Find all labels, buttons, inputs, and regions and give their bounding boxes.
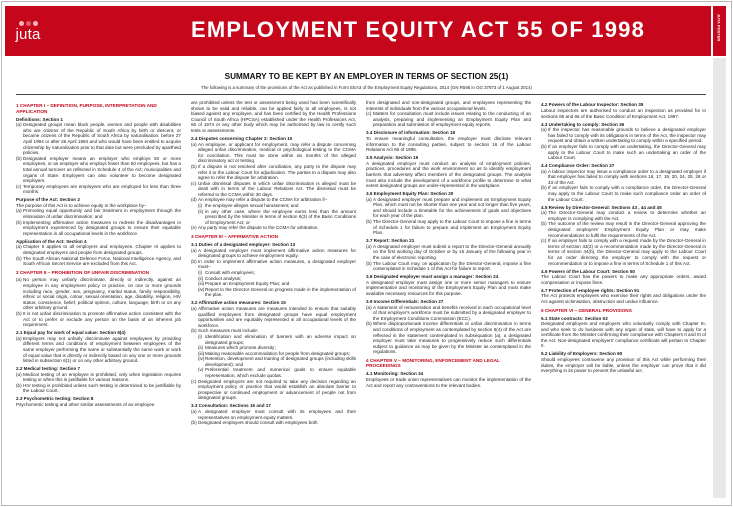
list-item	[16, 244, 181, 255]
item-text: Where disproportionate income differentials or unfair discrimination in terms and conditions of employment as contemplated by section 6(4) of the Act are reflected in the statement contemplated in subsequation (a), a designated employer must take measures to progressively reduce such differentials subject to guidance as may be given by the Minister as contemplated in the regulations.	[373, 321, 531, 355]
column-4	[541, 100, 706, 500]
list-item	[16, 336, 181, 364]
item-text: Report to the Director-General on progress made in the implementation of the plan.	[205, 286, 356, 298]
item-marker: (c)	[541, 238, 547, 244]
paragraph: Psychometric testing and other similar assessments of an employee	[16, 402, 155, 408]
item-marker: (b)	[191, 328, 197, 334]
chapter-heading: 2 CHAPTER II – PROHIBITION OF UNFAIR DISCRIMINATION	[16, 269, 149, 275]
item-marker: (c)	[366, 111, 372, 117]
item-text: Matters for consultation must include issues relating to the conducting of an analysis, preparing and implementing an Employment Equity Plan and preparation and submission of employment equity reports.	[373, 111, 531, 128]
section-heading: 2.3 Psychometric testing: Section 8	[16, 396, 94, 402]
item-text: If an employer fails to comply with an undertaking, the Director-General may apply to the Labour Court to make such an undertaking an order of the Labour Court.	[548, 143, 706, 161]
section-heading: 4.4 Compliance Order: Section 37	[541, 163, 615, 169]
item-marker: (iii)	[198, 350, 205, 356]
section-heading: 5.2 Liability of Employers: Section 60	[541, 351, 623, 357]
item-marker: (v)	[198, 367, 204, 373]
item-text: Designated groups mean black people, women and people with disabilities who are citizens of the Republic of South Africa by birth or descent, or became citizens of the Republic of South Africa by naturalisation: before 27 April 1994 or after 26 April 1994 and who would have been entitled to acquire citizenship by naturalization prior to that date but were precluded by apartheid policies.	[23, 122, 181, 156]
item-text: If an employer fails to comply with a compliance order, the Director-General may apply to the Labour Court to make such compliance order an order of the Labour Court.	[548, 185, 706, 202]
item-text: An employee may refer a dispute to the CCMA for arbitration if–	[198, 197, 328, 203]
item-text: Any party may refer the dispute to the CCMA for arbitration.	[198, 225, 319, 231]
item-text: Implementing affirmative action measures to redress the disadvantages in employment experienced by designated groups to ensure their equitable representation in all occupational levels in the workforce.	[23, 219, 181, 236]
item-text: The outcome of the review may result in the Director-General approving the designated employers' Employment Equity Plan or may make recommendations to fulfil the requirements of the Act.	[548, 221, 706, 238]
item-marker: (b)	[16, 155, 22, 161]
item-marker: (b)	[16, 382, 22, 388]
item-marker: (a)	[366, 196, 372, 202]
item-text: A designated employer must consult with its employees and their representatives on employment equity matters.	[198, 409, 356, 420]
side-tab	[713, 6, 726, 56]
item-marker: (c)	[16, 183, 22, 189]
item-marker: (b)	[366, 219, 372, 225]
item-text: If an employer fails to comply with a request made by the Director-General in terms of section 43(2) or a recommendation made by the Director-General in terms of section 44(b), the Director-General may apply to the Labour Court for an order directing the employer to comply with the request or recommendation or to impose a fine in terms of Schedule 1 of this Act.	[548, 238, 706, 266]
side-grey-bar	[713, 58, 726, 498]
item-text: It is not unfair discrimination to promote affirmative action consistent with the Act or to prefer or exclude any person on the basis of an inherent job requirement.	[23, 310, 181, 328]
item-text: Measures which promote diversity;	[205, 345, 276, 351]
item-text: Designated employer means an employer who employs 50 or more employees, or an employer who employs fewer than 50 employees, but has a total annual turnover as reflected in Schedule 4 of the Act; municipalities and organs of State. Employers can also volunteer to become designated employers.	[23, 155, 181, 184]
paragraph: from designated and non-designated groups, and employees representing the interests of individuals from the various occupational levels.	[366, 100, 531, 111]
list-item	[191, 225, 356, 231]
list-item	[366, 111, 531, 128]
sub-list-item	[198, 334, 356, 345]
item-marker: (ii)	[198, 208, 204, 214]
item-marker: (ii)	[198, 275, 204, 281]
item-text: If a dispute is not resolved after conciliation, any party to the dispute may refer it to the Labour Court for adjudication. The parties to a dispute may also agree to refer the dispute for arbitration.	[198, 163, 356, 181]
item-text: A designated employer must prepare and implement an Employment Equity Plan, which must not be shorter than one year and not longer than five years, and should include a timetable for the achievement of goals and objectives for each year of the plan.	[373, 196, 531, 219]
section-heading: 4.1 Monitoring: Section 34	[366, 371, 424, 377]
side-tab-label: JUTA POSTER	[716, 13, 722, 42]
section-heading: 4.5 Review by Director-General: Sections 43 , 44 and 45	[541, 204, 662, 210]
list-item	[191, 306, 356, 328]
page-subtitle: SUMMARY TO BE KEPT BY AN EMPLOYER IN TERMS OF SECTION 25(1)	[224, 72, 509, 81]
item-text: Such measures must include:	[198, 328, 259, 334]
item-text: A designated employer must submit a report to the Director-General annually on the first working day of October or by 15 January of the following year in the case of electronic reporting.	[373, 243, 531, 260]
list-item	[366, 197, 531, 219]
item-marker: (a)	[191, 247, 197, 253]
paragraph: Should employees contravene any provision of this Act while performing their duties, the employer will be liable, unless the employer can prove that it did everything in its power to prevent the unlawful act.	[541, 357, 706, 374]
section-heading: Definitions: Section 1	[16, 116, 63, 122]
column-3	[366, 100, 531, 500]
item-marker: (a)	[191, 409, 197, 415]
section-heading: 3.2 Affirmative action measures: Section 15	[191, 300, 286, 306]
list-item	[541, 210, 706, 221]
list-item	[191, 181, 356, 198]
item-marker: (a)	[16, 208, 22, 214]
list-item	[16, 184, 181, 195]
section-heading: 3.5 Analysis: Section 19	[366, 155, 419, 161]
item-marker: (a)	[191, 141, 197, 147]
item-text: Making reasonable accommodation for people from designated groups;	[205, 350, 351, 356]
item-text: No person may unfairly discriminate, directly or indirectly, against an employee in any employment policy or practice, on one or more grounds including race, gender, sex, pregnancy, marital status, family responsibility, ethnic or social origin, colour, sexual orientation, age, disability, religion, HIV status, conscience, belief, political opinion, culture, language, birth or on any other arbitrary ground.	[23, 277, 181, 311]
sub-list-item	[198, 367, 356, 378]
list-item	[16, 220, 181, 237]
item-text: Temporary employees are employees who are employed for less than three months.	[23, 183, 181, 195]
item-text: A designated employer must implement affirmative action measures for designated groups to achieve employment equity.	[198, 247, 356, 259]
item-marker: (i)	[198, 203, 203, 209]
section-heading: 5.1 State contracts: Section 53	[541, 315, 608, 321]
item-marker: (a)	[366, 304, 372, 310]
content-columns	[16, 100, 706, 500]
paragraph: The Act protects employees who exercise their rights and obligations under the Act against victimisation, obstruction and undue influence.	[541, 293, 706, 304]
list-item	[541, 127, 706, 144]
item-marker: (iv)	[198, 286, 205, 292]
item-text: An employee, or applicant for employment, may refer a dispute concerning alleged unfair discrimination, medical or psychological testing to the CCMA for conciliation. This must be done within six months of the alleged discriminatory act or testing.	[198, 141, 356, 164]
section-heading: 3.6 Employment Equity Plan: Section 20	[366, 191, 454, 197]
list-item	[16, 277, 181, 311]
item-marker: (a)	[16, 244, 22, 250]
item-text: Conduct analysis;	[205, 275, 242, 281]
item-marker: (c)	[191, 378, 197, 384]
divider	[16, 94, 706, 95]
page-title: EMPLOYMENT EQUITY ACT 55 OF 1998	[191, 17, 646, 42]
item-text: Prepare an Employment Equity Plan; and	[205, 281, 290, 287]
paragraph: are prohibited unless the test or assessment being used has been scientifically shown to be valid and reliable, can be applied fairly to all employees, is not biased against any employee, and has been certified by the Health Professions Council of South Africa (HPCSA) established under the Health Professions Act, 56 of 1974 or any other body which may be authorised by law to certify such tests or assessments.	[191, 100, 356, 133]
list-item	[16, 311, 181, 328]
item-text: If the inspector has reasonable grounds to believe a designated employer has failed to comply with its obligations in terms of the Act, the inspector may request and obtain a written undertaking to comply within a specified period.	[548, 127, 706, 144]
paragraph: Labour inspectors are authorised to conduct an inspection as provided for in sections 65 and 66 of the Basic Condition of Employment Act, 1997.	[541, 107, 706, 119]
list-item	[541, 144, 706, 161]
list-item	[541, 169, 706, 186]
item-text: The Director-General may conduct a review to determine whether an employer is complying with the Act.	[548, 210, 706, 221]
paragraph: A designated employer must conduct an analysis of employment policies, practices, procedures and the work environment so as to identify employment barriers that adversely affect members of the designated groups. The analysis must also include the development of a workforce profile to determine to what extent designated groups are under-represented in the workplace.	[366, 160, 531, 189]
item-marker: (iv)	[198, 356, 205, 362]
item-text: The South African National Defence Force, National Intelligence Agency, and South African Secret Service are excluded from this Act.	[23, 255, 181, 267]
sub-list-item	[198, 287, 356, 298]
item-text: Identification and elimination of barriers with an adverse impact on designated groups;	[205, 333, 356, 345]
section-heading: 3.3 Consultation: Sections 16 and 17	[191, 403, 271, 409]
item-marker: (d)	[191, 197, 197, 203]
item-marker: (a)	[16, 277, 22, 283]
section-heading: 2.2 Medical testing: Section 7	[16, 366, 81, 372]
column-1	[16, 100, 181, 500]
list-item	[16, 122, 181, 156]
list-item	[191, 259, 356, 270]
logo-dots-icon	[19, 21, 38, 26]
item-marker: (a)	[191, 305, 197, 311]
item-marker: (b)	[541, 143, 547, 149]
column-2	[191, 100, 356, 500]
item-marker: (e)	[191, 225, 197, 231]
item-text: Affirmative action measures are measures intended to ensure that suitably qualified employees from designated groups have equal employment opportunities and are equitably represented in all occupational levels of the workforce.	[198, 305, 356, 328]
item-marker: (b)	[541, 221, 547, 227]
list-item	[191, 248, 356, 259]
chapter-heading: 3 CHAPTER III – AFFIRMATIVE ACTION	[191, 234, 279, 240]
section-heading: 2.1 Equal pay for work of equal value: Section 6(4)	[16, 330, 126, 336]
list-item	[366, 321, 531, 355]
item-marker: (a)	[541, 168, 547, 174]
list-item	[16, 156, 181, 184]
section-heading: Application of the Act: Section 4	[16, 238, 87, 244]
title-banner	[5, 6, 711, 56]
list-item	[541, 221, 706, 238]
paragraph: Employees or trade union representatives can monitor the implementation of the Act and report any contraventions to the relevant bodies.	[366, 377, 531, 388]
section-heading: 3.9 Income Differentials: Section 27	[366, 298, 444, 304]
item-marker: (b)	[366, 260, 372, 266]
list-item	[16, 208, 181, 219]
item-text: Promoting equal opportunity and fair treatment in employment through the elimination of unfair discrimination; and	[23, 208, 181, 220]
item-text: the employee alleges sexual harassment; and	[205, 203, 299, 209]
list-item	[366, 261, 531, 272]
logo-text: juta	[15, 25, 41, 43]
item-text: Preferential treatment and numerical goals to ensure equitable representation, which exclude quotas.	[205, 367, 356, 379]
list-item	[191, 142, 356, 164]
item-marker: (b)	[541, 185, 547, 191]
list-item	[191, 420, 356, 426]
item-marker: (a)	[16, 122, 22, 128]
section-heading: 3.1 Duties of a designated employer: Section 13	[191, 242, 296, 248]
intro-line: The following is a summary of the provisions of the Act as published in Form EEA3 of the Employment Equity Regulations, 2014 (GN R595 in GG 37873 of 1 August 2014)	[201, 85, 532, 90]
item-marker: (b)	[366, 321, 372, 327]
item-text: Designated employers should consult with employees both	[198, 420, 318, 426]
item-text: Medical testing of an employee is prohibited, only when legislation requires testing or when this is justifiable for various reasons.	[23, 371, 181, 383]
item-marker: (b)	[16, 255, 22, 261]
item-text: Employers may not unfairly discriminate against employees by providing different terms and conditions of employment between employees of the same employer performing the same or substantially the same work or work of equal value that is directly or indirectly based on any one or more grounds listed in subsection 6(1) or on any other arbitrary ground.	[23, 335, 181, 364]
sub-list-item	[198, 209, 356, 226]
item-text: A statement of remuneration and benefits received in each occupational level of that employer's workforce must be submitted by a designated employer to the Employment Conditions Commission (ECC).	[373, 304, 531, 321]
list-item	[191, 379, 356, 401]
section-heading: 2.4 Disputes concerning Chapter 2: Section 10	[191, 135, 293, 141]
paragraph: Designated employers and employers who voluntarily comply with Chapter III, and who seek to do business with any organ of state, will have to apply for a certificate from the Minister confirming their compliance with Chapters II and III of the Act. Non-designated employers' compliance certificate will pertain to Chapter II.	[541, 321, 706, 349]
paragraph: To ensure meaningful consultation, the employer must disclose relevant information to the consulting parties, subject to section 16 of the Labour Relations Act 66 of 1995.	[366, 135, 531, 153]
item-marker: (a)	[541, 210, 547, 216]
section-heading: 4.2 Powers of the Labour Inspector: Section 35	[541, 102, 644, 108]
item-text: Consult with employees;	[205, 270, 255, 275]
list-item	[16, 256, 181, 267]
list-item	[191, 164, 356, 181]
section-heading: 4.7 Protection of employee rights: Section 51	[541, 287, 640, 293]
chapter-heading: 1 CHAPTER I – DEFINITION, PURPOSE, INTERPRETATION AND APPLICATION	[16, 103, 157, 114]
chapter-heading: 5 CHAPTER VI – GENERAL PROVISIONS	[541, 307, 632, 313]
section-heading: 4.3 Undertaking to comply: Section 36	[541, 121, 625, 127]
paragraph: The purpose of this Act is to achieve equity in the workplace by–	[16, 202, 147, 208]
item-text: Unfair dismissal disputes in which unfair discrimination is alleged must be dealt with in terms of the Labour Relations Act. The dismissal must be referred to the CCMA within 30 days.	[198, 180, 356, 197]
item-text: A labour inspector may issue a compliance order to a designated employer if that employer has failed to comply with sections 16, 17, 19, 20, 24, 25, 26 or 43 of the Act.	[548, 168, 706, 185]
sub-list-item	[198, 356, 356, 367]
item-marker: (b)	[191, 258, 197, 264]
section-heading: 3.7 Report: Section 21	[366, 238, 415, 244]
list-item	[366, 305, 531, 322]
list-item	[541, 238, 706, 266]
item-marker: (i)	[198, 270, 203, 275]
item-text: The Director-General may apply to the Labour Court to impose a fine in terms of Schedule 1 for failure to prepare and implement an Employment Equity Plan.	[373, 219, 531, 236]
item-marker: (a)	[541, 127, 547, 133]
section-heading: Purpose of the Act: Section 2	[16, 197, 80, 203]
item-marker: (b)	[191, 420, 197, 426]
list-item	[366, 244, 531, 261]
item-marker: (a)	[16, 371, 22, 377]
item-text: Chapter II applies to all employers and employees. Chapter III applies to designated employers and people from designated groups.	[23, 244, 181, 256]
item-marker: (iii)	[198, 281, 205, 287]
item-marker: (c)	[191, 180, 197, 186]
section-heading: 3.8 Designated employer must assign a manager: Section 24	[366, 274, 499, 280]
item-text: Retention, development and training of designated groups (including skills development); and	[205, 356, 356, 367]
item-text: Designated employers are not required to take any decision regarding an employment policy or practice that would establish an absolute barrier to prospective or continued employment or advancement of people not from designated groups.	[198, 378, 356, 401]
section-heading: 3.4 Disclosure of information: Section 18	[366, 130, 456, 136]
juta-logo	[5, 6, 51, 56]
item-text: HIV testing is prohibited unless such testing is determined to be justifiable by the Labour Court.	[23, 382, 181, 394]
list-item	[191, 409, 356, 420]
list-item	[541, 185, 706, 202]
item-marker: (b)	[16, 219, 22, 225]
paragraph: A designated employer must assign one or more senior managers to ensure implementation and monitoring of the Employment Equity Plan and must make available necessary resources for this purpose.	[366, 279, 531, 296]
list-item	[16, 372, 181, 383]
item-text: in any other case, where the employee earns less than the amount prescribed by the Minister in terms of section 6(3) of the Basic Conditions of Employment Act; or	[205, 208, 356, 225]
item-marker: (i)	[198, 333, 203, 339]
item-text: The Labour Court may, on application by the Director-General, impose a fine contemplated in Schedule 1 of this Act for failure to report.	[373, 260, 531, 272]
item-marker: (a)	[366, 243, 372, 249]
list-item	[366, 219, 531, 236]
paragraph: The Labour Court has the powers to make any appropriate orders, award compensation or impose fines.	[541, 274, 706, 285]
section-heading: 4.6 Powers of the Labour Court: Section 50	[541, 268, 635, 274]
item-marker: (b)	[191, 163, 197, 169]
item-marker: (b)	[16, 310, 22, 316]
item-marker: (a)	[16, 335, 22, 341]
chapter-heading: 4 CHAPTER V – MONITORING, ENFORCEMENT AND LEGAL PROCEEDINGS	[366, 357, 500, 369]
list-item	[16, 383, 181, 394]
item-marker: (ii)	[198, 345, 204, 351]
item-text: In order to implement affirmative action measures, a designated employer must–	[198, 258, 356, 270]
